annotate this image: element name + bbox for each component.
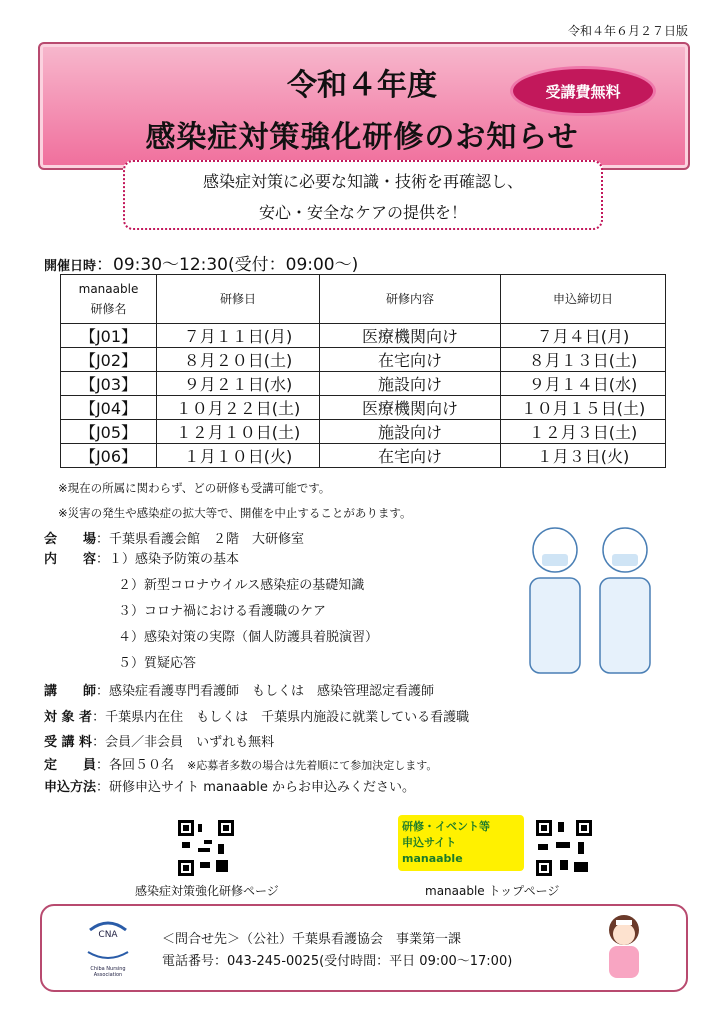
association-logo — [80, 920, 136, 964]
capacity-value: ：各回５０名 — [96, 758, 175, 773]
datetime-value: ：09:30～12:30(受付：09:00～) — [96, 255, 359, 275]
target-row — [44, 706, 469, 725]
capacity-row — [44, 754, 437, 773]
contact-box — [40, 904, 688, 992]
cell-course: 【J05】 — [61, 420, 157, 444]
page-title: 感染症対策強化研修のお知らせ — [145, 120, 579, 155]
free-badge: 受講費無料 — [510, 66, 656, 116]
fee-value: ：会員／非会員 いずれも無料 — [92, 735, 275, 750]
table-row — [61, 372, 666, 396]
note-eligibility: ※現在の所属に関わらず、どの研修も受講可能です。 — [58, 481, 331, 495]
fee-row — [44, 731, 274, 750]
lecturer-row — [44, 680, 434, 699]
cell-content: 在宅向け — [320, 348, 501, 372]
cell-deadline: １２月３日(土) — [501, 420, 666, 444]
cell-date: １０月２２日(土) — [157, 396, 320, 420]
target-value: ：千葉県内在住 もしくは 千葉県内施設に就業している看護職 — [92, 710, 470, 725]
cell-content: 医療機関向け — [320, 324, 501, 348]
cell-content: 施設向け — [320, 420, 501, 444]
table-row — [61, 444, 666, 468]
schedule-table — [60, 274, 666, 468]
note-cancellation: ※災害の発生や感染症の拡大等で、開催を中止することがあります。 — [58, 506, 412, 520]
cell-course: 【J03】 — [61, 372, 157, 396]
year-title: 令和４年度 — [287, 68, 437, 103]
content-item-2: ２）新型コロナウイルス感染症の基礎知識 — [118, 578, 365, 593]
cell-content: 施設向け — [320, 372, 501, 396]
content-item-4: ４）感染対策の実際（個人防護具着脱演習） — [118, 630, 379, 645]
cell-deadline: １月３日(火) — [501, 444, 666, 468]
venue-label: 会 場 — [44, 532, 97, 547]
cell-course: 【J02】 — [61, 348, 157, 372]
cell-content: 医療機関向け — [320, 396, 501, 420]
contact-tel: 電話番号：043-245-0025(受付時間：平日 09:00～17:00) — [162, 954, 513, 969]
cell-date: １月１０日(火) — [157, 444, 320, 468]
venue-row — [44, 528, 304, 547]
issue-date: 令和４年６月２７日版 — [567, 24, 688, 38]
apply-label: 申込方法 — [44, 780, 97, 795]
cell-deadline: ８月１３日(土) — [501, 348, 666, 372]
logo-text: CNA — [98, 930, 118, 940]
header-course: manaable 研修名 — [61, 275, 157, 324]
content-item-1: ：１）感染予防策の基本 — [96, 552, 240, 567]
cell-date: ８月２０日(土) — [157, 348, 320, 372]
cell-date: ９月２１日(水) — [157, 372, 320, 396]
content-row — [44, 548, 239, 567]
tagline-line2: 安心・安全なケアの提供を！ — [258, 203, 467, 222]
qr-code-course-page[interactable] — [178, 820, 234, 876]
qr-code-top-page[interactable] — [536, 820, 592, 876]
lecturer-label: 講 師 — [44, 684, 97, 699]
capacity-label: 定 員 — [44, 758, 97, 773]
header-date: 研修日 — [157, 275, 320, 324]
manaable-banner[interactable] — [398, 815, 524, 871]
cell-course: 【J01】 — [61, 324, 157, 348]
cell-date: ７月１１日(月) — [157, 324, 320, 348]
content-item-3: ３）コロナ禍における看護職のケア — [118, 604, 327, 619]
table-row — [61, 420, 666, 444]
apply-value: ：研修申込サイト manaable からお申込みください。 — [96, 780, 416, 795]
table-row — [61, 324, 666, 348]
cell-content: 在宅向け — [320, 444, 501, 468]
contact-org: ＜問合せ先＞（公社）千葉県看護協会 事業第一課 — [162, 932, 462, 947]
nurses-illustration — [520, 520, 660, 680]
cell-course: 【J04】 — [61, 396, 157, 420]
header-content: 研修内容 — [320, 275, 501, 324]
content-label: 内 容 — [44, 552, 97, 567]
qr1-caption: 感染症対策強化研修ページ — [135, 884, 279, 898]
lecturer-value: ：感染症看護専門看護師 もしくは 感染管理認定看護師 — [96, 684, 435, 699]
cell-deadline: １０月１５日(土) — [501, 396, 666, 420]
table-row — [61, 348, 666, 372]
banner-line1: 研修・イベント等 — [402, 820, 490, 833]
banner-line3: manaable — [402, 852, 463, 865]
apply-row — [44, 776, 415, 795]
tagline-box — [123, 160, 603, 230]
cell-date: １２月１０日(土) — [157, 420, 320, 444]
cell-deadline: ７月４日(月) — [501, 324, 666, 348]
target-label: 対 象 者 — [44, 710, 93, 725]
tagline-line1: 感染症対策に必要な知識・技術を再確認し、 — [202, 172, 523, 191]
logo-subtext: Chiba Nursing Association — [90, 966, 126, 978]
nurse-character — [594, 910, 654, 980]
capacity-note: ※応募者多数の場合は先着順にて参加決定します。 — [187, 759, 438, 772]
content-item-5: ５）質疑応答 — [118, 656, 197, 671]
banner-line2: 申込サイト — [402, 836, 457, 849]
venue-value: ：千葉県看護会館 ２階 大研修室 — [96, 532, 305, 547]
table-row — [61, 396, 666, 420]
qr2-caption: manaable トップページ — [425, 884, 560, 898]
fee-label: 受 講 料 — [44, 735, 93, 750]
header-deadline: 申込締切日 — [501, 275, 666, 324]
cell-course: 【J06】 — [61, 444, 157, 468]
datetime — [44, 250, 358, 275]
cell-deadline: ９月１４日(水) — [501, 372, 666, 396]
datetime-label: 開催日時 — [44, 259, 97, 274]
